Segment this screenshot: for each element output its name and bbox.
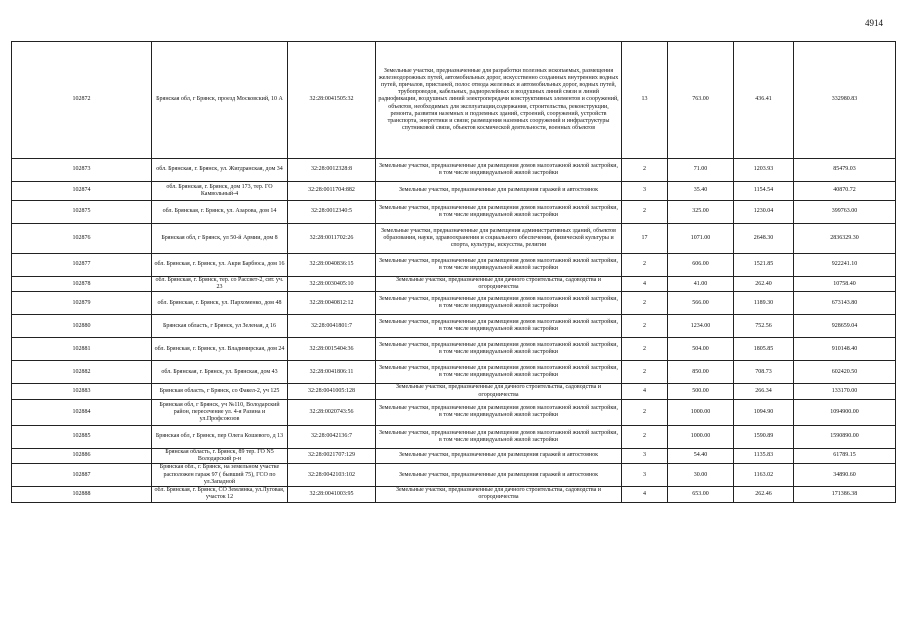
use-group-cell: 2 <box>622 425 668 448</box>
use-group-cell: 4 <box>622 277 668 292</box>
cadastral-number-cell: 32:28:0012340:5 <box>288 201 376 224</box>
table-row <box>12 384 896 399</box>
table-row <box>12 292 896 315</box>
cadastral-value-cell: 1094900.00 <box>794 399 896 425</box>
cadastral-number-cell: 32:28:0012328:8 <box>288 159 376 182</box>
address-cell: обл. Брянская, г. Брянск, тер. со Рассвет-2, свт. уч. 23 <box>152 277 288 292</box>
cadastral-value-cell: 133170.00 <box>794 384 896 399</box>
parcel-id-cell: 102881 <box>12 338 152 361</box>
cadastral-value-cell: 602420.50 <box>794 361 896 384</box>
specific-value-cell: 1189.30 <box>734 292 794 315</box>
cadastral-value-cell: 40870.72 <box>794 182 896 201</box>
table-row <box>12 399 896 425</box>
cadastral-number-cell: 32:28:0041005:128 <box>288 384 376 399</box>
area-cell: 1071.00 <box>668 224 734 254</box>
use-group-cell: 3 <box>622 182 668 201</box>
specific-value-cell: 2648.30 <box>734 224 794 254</box>
cadastral-number-cell: 32:28:0042103:102 <box>288 464 376 487</box>
specific-value-cell: 752.56 <box>734 315 794 338</box>
address-cell: Брянская обл, г Брянск, ул 50-й Армии, дом 8 <box>152 224 288 254</box>
specific-value-cell: 1521.85 <box>734 254 794 277</box>
table-row <box>12 448 896 463</box>
parcel-id-cell: 102886 <box>12 448 152 463</box>
use-group-cell: 2 <box>622 254 668 277</box>
land-use-cell: Земельные участки, предназначенные для размещения домов малоэтажной жилой застройки, в том числе индивидуальной жилой застройки <box>376 338 622 361</box>
cadastral-value-cell: 399763.00 <box>794 201 896 224</box>
cadastral-number-cell: 32:28:0021707:129 <box>288 448 376 463</box>
land-use-cell: Земельные участки, предназначенные для дачного строительства, садоводства и огородничества <box>376 487 622 502</box>
page-number: 4914 <box>865 18 883 28</box>
specific-value-cell: 1230.04 <box>734 201 794 224</box>
area-cell: 35.40 <box>668 182 734 201</box>
table-row <box>12 487 896 502</box>
address-cell: обл. Брянская, г. Брянск, ул. Владимирская, дом 24 <box>152 338 288 361</box>
parcel-id-cell: 102877 <box>12 254 152 277</box>
cadastral-number-cell: 32:28:0040836:15 <box>288 254 376 277</box>
specific-value-cell: 262.46 <box>734 487 794 502</box>
address-cell: обл. Брянская, г. Брянск, СО Землянка, ул.Луговая, участок 12 <box>152 487 288 502</box>
land-use-cell: Земельные участки, предназначенные для размещения гаражей и автостоянок <box>376 448 622 463</box>
specific-value-cell: 1163.02 <box>734 464 794 487</box>
parcel-id-cell: 102874 <box>12 182 152 201</box>
table-row <box>12 338 896 361</box>
use-group-cell: 17 <box>622 224 668 254</box>
area-cell: 566.00 <box>668 292 734 315</box>
land-use-cell: Земельные участки, предназначенные для размещения домов малоэтажной жилой застройки, в том числе индивидуальной жилой застройки <box>376 292 622 315</box>
land-use-cell: Земельные участки, предназначенные для размещения домов малоэтажной жилой застройки, в том числе индивидуальной жилой застройки <box>376 425 622 448</box>
parcel-id-cell: 102888 <box>12 487 152 502</box>
land-use-cell: Земельные участки, предназначенные для размещения домов малоэтажной жилой застройки, в том числе индивидуальной жилой застройки <box>376 399 622 425</box>
area-cell: 41.00 <box>668 277 734 292</box>
area-cell: 500.00 <box>668 384 734 399</box>
parcel-id-cell: 102883 <box>12 384 152 399</box>
use-group-cell: 4 <box>622 487 668 502</box>
cadastral-number-cell: 32:28:0030405:10 <box>288 277 376 292</box>
cadastral-value-cell: 673143.80 <box>794 292 896 315</box>
table-row <box>12 254 896 277</box>
area-cell: 763.00 <box>668 42 734 159</box>
specific-value-cell: 262.40 <box>734 277 794 292</box>
table-row <box>12 315 896 338</box>
area-cell: 850.00 <box>668 361 734 384</box>
area-cell: 1000.00 <box>668 425 734 448</box>
address-cell: Брянская область, г Брянск, со Факел-2, уч 125 <box>152 384 288 399</box>
cadastral-value-cell: 10758.40 <box>794 277 896 292</box>
address-cell: обл. Брянская, г. Брянск, ул. Пархоменко, дом 48 <box>152 292 288 315</box>
cadastral-value-cell: 332980.83 <box>794 42 896 159</box>
specific-value-cell: 1203.93 <box>734 159 794 182</box>
land-use-cell: Земельные участки, предназначенные для размещения гаражей и автостоянок <box>376 182 622 201</box>
parcel-id-cell: 102885 <box>12 425 152 448</box>
parcel-id-cell: 102876 <box>12 224 152 254</box>
cadastral-number-cell: 32:28:0040812:12 <box>288 292 376 315</box>
table-row <box>12 425 896 448</box>
land-use-cell: Земельные участки, предназначенные для размещения домов малоэтажной жилой застройки, в том числе индивидуальной жилой застройки <box>376 315 622 338</box>
land-use-cell: Земельные участки, предназначенные для дачного строительства, садоводства и огородничества <box>376 384 622 399</box>
table-row <box>12 182 896 201</box>
land-use-cell: Земельные участки, предназначенные для размещения гаражей и автостоянок <box>376 464 622 487</box>
parcel-id-cell: 102882 <box>12 361 152 384</box>
use-group-cell: 2 <box>622 361 668 384</box>
cadastral-number-cell: 32:28:0011704:882 <box>288 182 376 201</box>
address-cell: Брянская обл, г Брянск, пер Олега Кошевого, д 13 <box>152 425 288 448</box>
address-cell: обл. Брянская, г. Брянск, ул. Жигдранская, дом 34 <box>152 159 288 182</box>
parcel-id-cell: 102880 <box>12 315 152 338</box>
table-row <box>12 277 896 292</box>
specific-value-cell: 708.73 <box>734 361 794 384</box>
cadastral-value-cell: 928659.04 <box>794 315 896 338</box>
specific-value-cell: 1094.90 <box>734 399 794 425</box>
specific-value-cell: 1135.83 <box>734 448 794 463</box>
land-use-cell: Земельные участки, предназначенные для размещения домов малоэтажной жилой застройки, в том числе индивидуальной жилой застройки <box>376 254 622 277</box>
specific-value-cell: 266.34 <box>734 384 794 399</box>
use-group-cell: 13 <box>622 42 668 159</box>
address-cell: обл. Брянская, г. Брянск, ул. Брянская, дом 43 <box>152 361 288 384</box>
specific-value-cell: 1805.85 <box>734 338 794 361</box>
table-row <box>12 464 896 487</box>
cadastral-number-cell: 32:28:0020743:56 <box>288 399 376 425</box>
address-cell: Брянская область, г. Брянск, 89 тер. ГО N5 Володарский р-н <box>152 448 288 463</box>
cadastral-number-cell: 32:28:0041003:95 <box>288 487 376 502</box>
cadastral-value-cell: 922241.10 <box>794 254 896 277</box>
address-cell: Брянская обл., г. Брянск, на земельном участке расположен гараж 97 ( бывший 75), ГСО по ул.Западной <box>152 464 288 487</box>
specific-value-cell: 436.41 <box>734 42 794 159</box>
parcel-id-cell: 102875 <box>12 201 152 224</box>
parcel-id-cell: 102879 <box>12 292 152 315</box>
land-use-cell: Земельные участки, предназначенные для размещения домов малоэтажной жилой застройки, в том числе индивидуальной жилой застройки <box>376 159 622 182</box>
land-use-cell: Земельные участки, предназначенные для размещения домов малоэтажной жилой застройки, в том числе индивидуальной жилой застройки <box>376 201 622 224</box>
parcel-id-cell: 102878 <box>12 277 152 292</box>
cadastral-value-cell: 171386.38 <box>794 487 896 502</box>
cadastral-number-cell: 32:28:0041806:11 <box>288 361 376 384</box>
use-group-cell: 2 <box>622 159 668 182</box>
cadastral-value-cell: 2836329.30 <box>794 224 896 254</box>
cadastral-number-cell: 32:28:0041801:7 <box>288 315 376 338</box>
use-group-cell: 2 <box>622 315 668 338</box>
address-cell: Брянская обл, г Брянск, проезд Московский, 10 А <box>152 42 288 159</box>
table-row <box>12 224 896 254</box>
cadastral-value-cell: 34890.60 <box>794 464 896 487</box>
address-cell: Брянская область, г Брянск, ул Зеленая, д 16 <box>152 315 288 338</box>
specific-value-cell: 1154.54 <box>734 182 794 201</box>
use-group-cell: 3 <box>622 464 668 487</box>
address-cell: Брянская обл, г Брянск, уч №110, Володарский район, пересечение ул. 4-я Разина и ул.Профсоюзов <box>152 399 288 425</box>
land-use-cell: Земельные участки, предназначенные для размещения административных зданий, объектов образования, науки, здравоохранения и социального обеспечения, физической культуры и спорта, культуры, искусства, религии <box>376 224 622 254</box>
area-cell: 71.00 <box>668 159 734 182</box>
address-cell: обл. Брянская, г. Брянск, ул. Азарова, дом 14 <box>152 201 288 224</box>
cadastral-value-table <box>11 41 896 503</box>
cadastral-number-cell: 32:28:0042136:7 <box>288 425 376 448</box>
area-cell: 606.00 <box>668 254 734 277</box>
use-group-cell: 2 <box>622 292 668 315</box>
area-cell: 653.00 <box>668 487 734 502</box>
address-cell: обл. Брянская, г. Брянск, ул. Акри Барбюса, дом 16 <box>152 254 288 277</box>
use-group-cell: 4 <box>622 384 668 399</box>
cadastral-number-cell: 32:28:0041505:32 <box>288 42 376 159</box>
cadastral-value-cell: 910148.40 <box>794 338 896 361</box>
use-group-cell: 3 <box>622 448 668 463</box>
area-cell: 504.00 <box>668 338 734 361</box>
address-cell: обл. Брянская, г. Брянск, дом 173, тер. ГО Камвольный-4 <box>152 182 288 201</box>
area-cell: 1234.00 <box>668 315 734 338</box>
area-cell: 1000.00 <box>668 399 734 425</box>
table-row <box>12 361 896 384</box>
table-row <box>12 42 896 159</box>
use-group-cell: 2 <box>622 201 668 224</box>
parcel-id-cell: 102887 <box>12 464 152 487</box>
specific-value-cell: 1590.89 <box>734 425 794 448</box>
cadastral-value-cell: 1590890.00 <box>794 425 896 448</box>
cadastral-value-cell: 61789.15 <box>794 448 896 463</box>
area-cell: 325.00 <box>668 201 734 224</box>
cadastral-number-cell: 32:28:0015404:36 <box>288 338 376 361</box>
use-group-cell: 2 <box>622 399 668 425</box>
cadastral-value-cell: 85479.03 <box>794 159 896 182</box>
land-use-cell: Земельные участки, предназначенные для дачного строительства, садоводства и огородничества <box>376 277 622 292</box>
land-use-cell: Земельные участки, предназначенные для размещения домов малоэтажной жилой застройки, в том числе индивидуальной жилой застройки <box>376 361 622 384</box>
parcel-id-cell: 102884 <box>12 399 152 425</box>
table-row <box>12 201 896 224</box>
cadastral-number-cell: 32:28:0011702:26 <box>288 224 376 254</box>
parcel-id-cell: 102873 <box>12 159 152 182</box>
area-cell: 30.00 <box>668 464 734 487</box>
area-cell: 54.40 <box>668 448 734 463</box>
table-row <box>12 159 896 182</box>
use-group-cell: 2 <box>622 338 668 361</box>
land-use-cell: Земельные участки, предназначенные для разработки полезных ископаемых, размещения железнодорожных путей, автомобильных дорог, искусственно созданных внутренних водных путей, причалов, пристаней, полос отвода железных и автомобильных дорог, водных путей, трубопроводов, кабельных, радиорелейных и воздушных линий связи и линий радиофикации, воздушных линий электропередачи конструктивных элементов и сооружений, объектов, необходимых для эксплуатации,содержания, строительства, реконструкции, ремонта, развития наземных и подземных зданий, строений, сооружений, устройств транспорта, энергетики и связи; размещения наземных сооружений и инфраструктуры спутниковой связи, объектов космической деятельности, военных объектов <box>376 42 622 159</box>
parcel-id-cell: 102872 <box>12 42 152 159</box>
